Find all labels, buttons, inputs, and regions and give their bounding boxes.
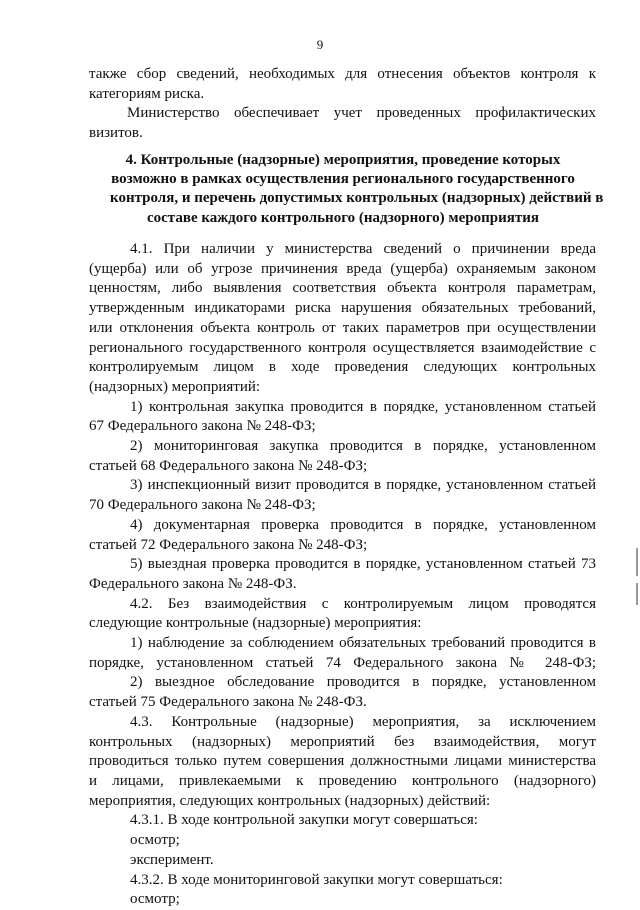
text-line: 4.3.2. В ходе мониторинговой закупки могут совершаться: — [130, 871, 503, 888]
text-line: контрольных (надзорных) мероприятий без взаимодействия, могут — [89, 733, 596, 750]
text-line: мероприятия, следующих контрольных (надзорных) действий: — [89, 792, 491, 809]
text-line: статьей 72 Федерального закона № 248-ФЗ; — [89, 536, 368, 553]
heading-line: контроля, и перечень допустимых контрольных (надзорных) действий в — [110, 190, 604, 207]
text-line: ценностям, либо выявления соответствия объекта контроля параметрам, — [89, 280, 596, 297]
text-line: и лицами, привлекаемыми к проведению контрольного (надзорного) — [89, 772, 596, 789]
text-line: эксперимент. — [130, 851, 214, 868]
text-line: 2) выездное обследование проводится в порядке, установленном — [130, 674, 596, 691]
text-line: (ущерба) или об угрозе причинения вреда (ущерба) охраняемым законом — [89, 260, 596, 277]
text-line: 1) наблюдение за соблюдением обязательных требований проводится в — [130, 635, 596, 652]
heading-line: 4. Контрольные (надзорные) мероприятия, проведение которых — [125, 152, 561, 168]
text-line: проводиться только путем совершения должностными лицами министерства — [89, 753, 596, 770]
text-line: 5) выездная проверка проводится в порядке, установленном статьей 73 — [130, 556, 596, 573]
text-line: также сбор сведений, необходимых для отнесения объектов контроля к — [89, 66, 596, 82]
text-line: контролируемым лицом в ходе проведения следующих контрольных — [89, 359, 596, 376]
section-heading — [110, 151, 604, 228]
text-line: (надзорных) мероприятий: — [89, 378, 261, 395]
text-line: 2) мониторинговая закупка проводится в порядке, установленном — [130, 438, 596, 455]
text-line: статьей 68 Федерального закона № 248-ФЗ; — [89, 457, 368, 474]
text-line: 4.2. Без взаимодействия с контролируемым лицом проводятся — [130, 595, 596, 612]
text-line: 4.3.1. В ходе контрольной закупки могут совершаться: — [130, 812, 478, 829]
text-line: осмотр; — [130, 832, 180, 849]
text-line: категориям риска. — [89, 85, 205, 102]
page-number: 9 — [316, 37, 324, 52]
text-line: 70 Федерального закона № 248-ФЗ; — [89, 497, 316, 514]
heading-line: составе каждого контрольного (надзорного) мероприятия — [146, 209, 539, 226]
text-line: Федерального закона № 248-ФЗ. — [89, 575, 297, 592]
heading-line: возможно в рамках осуществления регионального государственного — [111, 171, 575, 188]
text-line: статьей 75 Федерального закона № 248-ФЗ. — [89, 694, 367, 711]
text-line: или отклонения объекта контроль от таких параметров при осуществлении — [89, 319, 596, 336]
body-text — [89, 240, 596, 910]
text-line: 67 Федерального закона № 248-ФЗ; — [89, 418, 316, 435]
text-line: 4.1. При наличии у министерства сведений о причинении вреда — [130, 241, 596, 257]
text-line: 4) документарная проверка проводится в порядке, установленном — [130, 516, 596, 533]
text-line: осмотр; — [130, 891, 180, 908]
text-line: регионального государственного контроля осуществляется взаимодействие с — [89, 339, 596, 356]
intro-paragraphs — [89, 65, 596, 144]
text-line: Министерство обеспечивает учет проведенных профилактических — [127, 105, 596, 122]
text-line: визитов. — [89, 125, 143, 142]
text-line: утвержденным индикаторами риска нарушения обязательных требований, — [89, 300, 596, 317]
text-line: порядке, установленном статьей 74 Федерального закона № 248-ФЗ; — [89, 654, 596, 671]
text-line: 4.3. Контрольные (надзорные) мероприятия, за исключением — [130, 713, 596, 730]
scan-edge-mark — [636, 548, 638, 576]
text-line: следующие контрольные (надзорные) мероприятия: — [89, 615, 422, 632]
text-line: 1) контрольная закупка проводится в порядке, установленном статьей — [130, 398, 596, 415]
scan-edge-mark — [636, 583, 638, 605]
text-line: 3) инспекционный визит проводится в порядке, установленном статьей — [130, 477, 596, 494]
